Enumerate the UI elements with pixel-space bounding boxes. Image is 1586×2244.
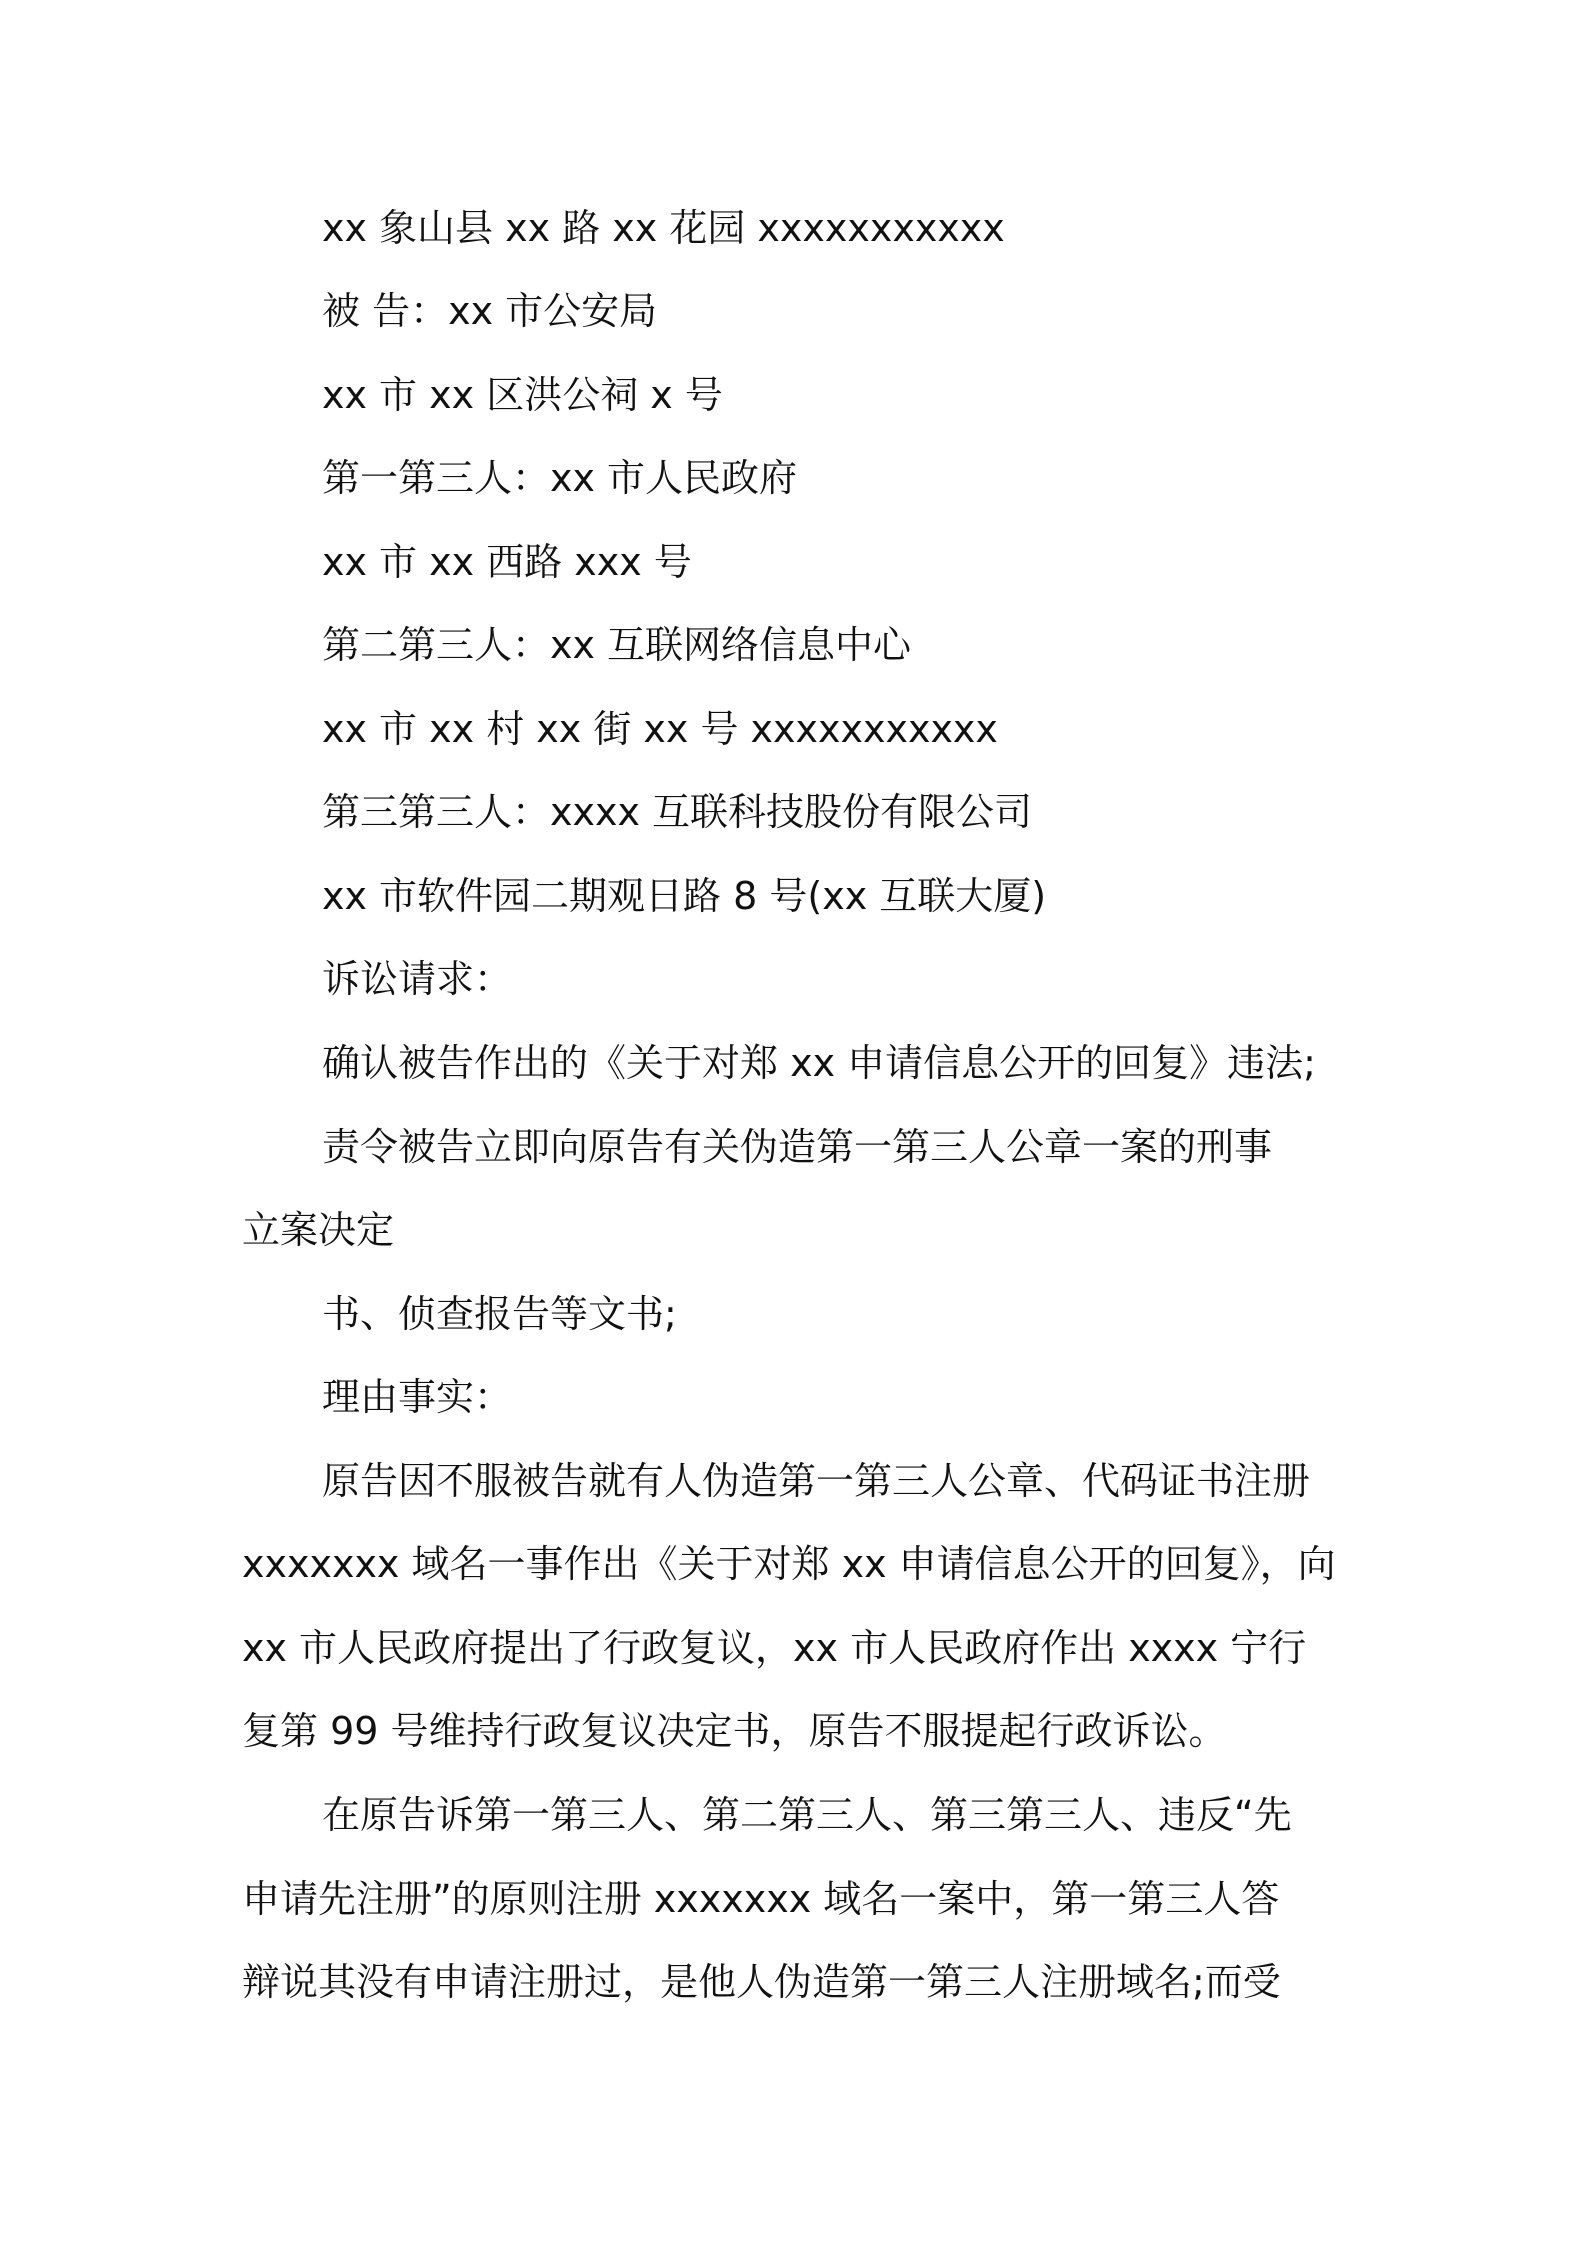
facts-para-2-line-3: 辩说其没有申请注册过，是他人伪造第一第三人注册域名;而受 [242,1960,1281,2004]
facts-para-2-line-2: 申请先注册”的原则注册 xxxxxxx 域名一案中，第一第三人答 [242,1877,1280,1921]
facts-para-2-line-1: 在原告诉第一第三人、第二第三人、第三第三人、违反“先 [322,1793,1292,1837]
third-party-1-line: 第一第三人：xx 市人民政府 [322,456,798,500]
claims-heading: 诉讼请求： [322,957,513,1001]
plaintiff-address-line: xx 象山县 xx 路 xx 花园 xxxxxxxxxxx [322,206,1005,250]
defendant-address-line: xx 市 xx 区洪公祠 x 号 [322,373,723,417]
claim-2-line-2: 立案决定 [242,1208,395,1252]
third-party-2-address-line: xx 市 xx 村 xx 街 xx 号 xxxxxxxxxxx [322,707,998,751]
facts-para-1-line-3: xx 市人民政府提出了行政复议，xx 市人民政府作出 xxxx 宁行 [242,1626,1307,1670]
third-party-3-address-line: xx 市软件园二期观日路 8 号(xx 互联大厦) [322,874,1047,918]
claim-2-line-1: 责令被告立即向原告有关伪造第一第三人公章一案的刑事 [322,1125,1273,1169]
defendant-line: 被 告：xx 市公安局 [322,289,658,333]
facts-para-1-line-4: 复第 99 号维持行政复议决定书，原告不服提起行政诉讼。 [242,1709,1227,1753]
claim-2-line-3: 书、侦查报告等文书; [322,1292,677,1336]
claim-1: 确认被告作出的《关于对郑 xx 申请信息公开的回复》违法; [322,1041,1316,1085]
facts-para-1-line-1: 原告因不服被告就有人伪造第一第三人公章、代码证书注册 [322,1459,1311,1503]
third-party-3-line: 第三第三人：xxxx 互联科技股份有限公司 [322,790,1033,834]
third-party-2-line: 第二第三人：xx 互联网络信息中心 [322,623,912,667]
facts-para-1-line-2: xxxxxxx 域名一事作出《关于对郑 xx 申请信息公开的回复》，向 [242,1542,1336,1586]
third-party-1-address-line: xx 市 xx 西路 xxx 号 [322,540,692,584]
facts-heading: 理由事实： [322,1375,513,1419]
